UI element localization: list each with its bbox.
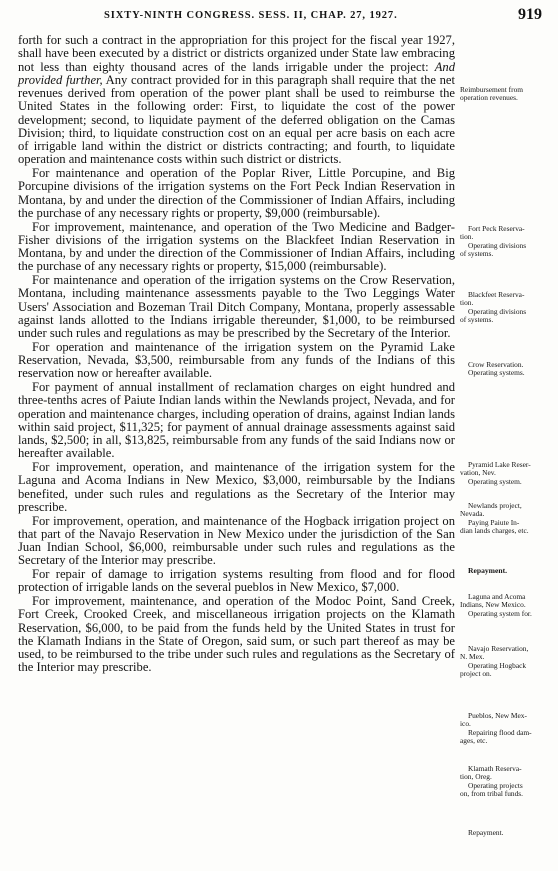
margin-note-pueblos: Pueblos, New Mex- ico. Repairing flood dam- ages, etc. xyxy=(460,711,532,746)
paragraph-fort-peck: For maintenance and operation of the Poplar River, Little Porcupine, and Big Porcupine divisions of the irrigation systems on the Fort Peck Indian Reservation in Montana, by and under the direction of the Commissioner of Indian Affairs, including the purchase of any necessary rights or property, $9,000 (reimbursable). xyxy=(18,166,455,220)
margin-note-pyramid-lake: Pyramid Lake Reser- vation, Nev. Operating system. xyxy=(460,460,531,486)
margin-note-klamath: Klamath Reserva- tion, Oreg. Operating projects on, from tribal funds. xyxy=(460,764,524,799)
paragraph-newlands: For payment of annual installment of reclamation charges on eight hundred and three-tenths acres of Paiute Indian lands within the Newlands project, Nevada, and for operation and maintenance charges, including operation of drains, against Indian lands within said project, $11,325; for payment of annual drainage assessments against said lands, $2,500; in all, $13,825, reimbursable from any funds of the said Indians now or hereafter available. xyxy=(18,380,455,461)
margin-note-repayment-klamath: Repayment. xyxy=(468,828,504,837)
paragraph-crow: For maintenance and operation of the irrigation systems on the Crow Reservation, Montana, including maintenance assessments payable to the Two Leggings Water Users' Association and Bozeman Trail Ditch Company, Montana, properly assessable against lands allotted to the Indians irrigable thereunder, $1,000, to be reimbursed under such rules and regulations as may be prescribed by the Secretary of the Interior. xyxy=(18,273,455,340)
paragraph-pyramid-lake: For operation and maintenance of the irrigation system on the Pyramid Lake Reservation, Nevada, $3,500, reimbursable from any funds of the Indians of this reservation now or hereafter available. xyxy=(18,339,455,381)
statute-text xyxy=(18,34,455,675)
header-title: SIXTY-NINTH CONGRESS. SESS. II, CHAP. 27, 1927. xyxy=(104,10,398,21)
paragraph-laguna-acoma: For improvement, operation, and maintenance of the irrigation system for the Laguna and Acoma Indians in New Mexico, $3,000, reimbursable by the Indians benefited, under such rules and regulations as the Secretary of the Interior may prescribe. xyxy=(18,460,455,514)
margin-note-fort-peck: Fort Peck Reserva- tion. Operating divisions of systems. xyxy=(460,224,527,259)
margin-note-newlands: Newlands project, Nevada. Paying Paiute In- dian lands charges, etc. xyxy=(460,501,529,536)
margin-note-blackfeet: Blackfeet Reserva- tion. Operating divisions of systems. xyxy=(460,290,527,325)
margin-note-laguna-acoma: Laguna and Acoma Indians, New Mexico. Operating system for. xyxy=(460,592,532,618)
paragraph-klamath: For improvement, maintenance, and operation of the Modoc Point, Sand Creek, Fort Creek, Crooked Creek, and miscellaneous irrigation projects on the Klamath Reservation, $6,000, to be paid from the funds held by the United States in trust for the Klamath Indians in the State of Oregon, said sum, or such part thereof as may be used, to be reimbursed to the tribe under such rules and regulations as the Secretary of the Interior may prescribe. xyxy=(18,594,455,675)
page-number: 919 xyxy=(518,6,542,23)
margin-note-navajo: Navajo Reservation, N. Mex. Operating Hogback project on. xyxy=(460,644,529,679)
margin-note-crow: Crow Reservation. Operating systems. xyxy=(468,360,525,378)
margin-note-reimbursement: Reimbursement from operation revenues. xyxy=(460,85,524,103)
paragraph-contract-terms: forth for such a contract in the appropriation for this project for the fiscal year 1927, shall have been executed by a district or districts organized under State law embracing not less than eighty thousand acres of the lands irrigable under the project: And provided further, Any contract provided for in this paragraph shall require that the net revenues derived from operation of the power plant shall be used to reimburse the United States in the following order: First, to liquidate the cost of the power development; second, to liquidate payment of the deferred obligation on the Camas Division; third, to liquidate construction cost on an equal per acre basis on each acre of irrigable land within the district or districts contracting; and fourth, to liquidate operation and maintenance costs within such district or districts. xyxy=(18,33,456,167)
margin-note-repayment-newlands: Repayment. xyxy=(468,566,508,575)
paragraph-blackfeet: For improvement, maintenance, and operation of the Two Medicine and Badger-Fisher divisions of the irrigation systems on the Blackfeet Indian Reservation in Montana, by and under the direction of the Commissioner of Indian Affairs, including the purchase of any necessary rights or property, $15,000 (reimbursable). xyxy=(18,219,455,274)
proviso-italic: And provided further, xyxy=(18,59,455,87)
paragraph-navajo-hogback: For improvement, operation, and maintenance of the Hogback irrigation project on that part of the Navajo Reservation in New Mexico under the jurisdiction of the San Juan Indian School, $6,000, reimbursable under such rules and regulations as the Secretary of the Interior may prescribe. xyxy=(18,513,455,568)
running-header xyxy=(0,6,558,26)
paragraph-pueblos-flood: For repair of damage to irrigation systems resulting from flood and for flood protection of irrigable lands on the several pueblos in New Mexico, $7,000. xyxy=(18,567,455,595)
